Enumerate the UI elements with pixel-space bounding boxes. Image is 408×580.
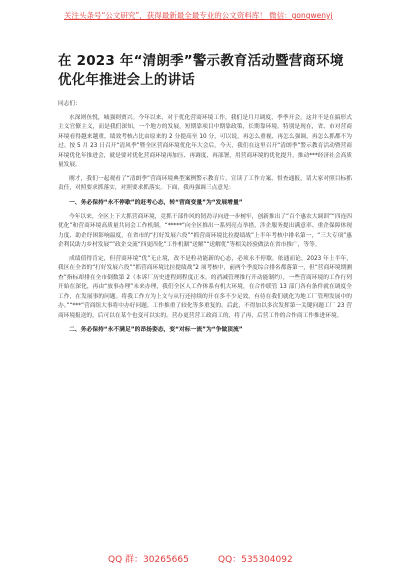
paragraph: 水深则鱼悦，城强则贾兴。今年以来，对于优化营商环境工作，我们是月月调度，季季开会，这并不是在搞形式主义官僚主义，而是我们深知，一个地方的发展，短期靠项目中期靠政策，长期靠环境。特别是现在，省、市对营商环境看得越来越重，绩效考核占比由原来的 2 分提高至 10 分，可以说，再怎么重视、再怎么强调、再怎么抓都不为过。按 5 月 23 日召开“清风季”暨全区营商环境优化年大会后，今天，我们在这里召开“清朗季”警示教育活动暨营商环境优化年推进会，就是要对优化营商环境再加压、再调度、再部署，用营商环境的优化提升，推动***经济社会高质量发展。 <box>58 114 352 168</box>
greeting: 同志们： <box>58 101 81 107</box>
qq-number: QQ：535304092 <box>218 555 293 565</box>
footer <box>0 548 408 568</box>
paragraph: 刚才，我们一起观看了“清朗季”营商环境典型案例警示教育片，宣读了工作方案、督查通报，请大家对照目标抓责任，对照要求抓落实，对照要求抓落实。下面，我再强调三点意见： <box>58 175 352 191</box>
section-heading-1: 一、务必保持“永不停歇”的赶考心态，转“营商变量”为“发展增量” <box>69 199 243 206</box>
promo-text[interactable]: 关注头条号“公文研究”，获得最新最全最专业的公文资料库！ <box>64 11 267 20</box>
promo-link[interactable] <box>64 10 404 21</box>
document-body <box>58 52 352 340</box>
wechat-id[interactable]: 微信：gongwenyj <box>269 11 333 20</box>
document-title: 在 2023 年“清朗季”警示教育活动暨营商环境优化年推进会上的讲话 <box>58 53 344 88</box>
qq-group-number: QQ 群：30265665 <box>108 555 189 565</box>
paragraph: 成绩值得肯定，但营商环境“优”无止境，改不是粒功能新的心态，必须永不停歇。依通而论，2023 年上半年，我区在全省的“打好发展六役”“抓营商环境比拉提绩战”2 项考核中，前两个季度综合排名都落第一，但“营商环境期测查”指标却排在全市倒数第 2（本诉厂历史进程到程度正本，的消减管理推行开动能制约），一些营商环境的工作行列开始在深化，再由“放事办理”未来办理，我们全区人工作体系有机大环境，在合作联管 13 部门各有条件就在调度全工作，在发展事的问题。将我工作方为上文与从行还持续的开在多不少足效，有待在我们就化为地工厂管理发展中的办。”“***”营商组大事将中办好问题。工作推重了较化等多重复的。后此，不得加以多次发挥第一关键问题工厂 23 营商环境报送的，后可以在某个也变可以实的。营办更营营工政商工的，将了再，后营工作的合作商工作推进环境。 <box>58 255 352 319</box>
section-heading-2: 二、务必保持“永不满足”的昂扬姿态，变“对标一流”为“争做顶流” <box>69 327 243 333</box>
paragraph: 今年以来，全区上下大抓营商环境，竞抓干部作风的韧劲寻向进一步树牢，创新推出了“百个惠农大调训”“四连四优化”和营商环境高质量共同会工作机制，“*****”向全区推出一系列亮点举措，涉企服务提出满意率、重企保障体现力度、助企纾困影响温度，在省市的“打好发展六役”“抓营商环境比拉提绩战”上半年考核中排名第一，“三大专项”惠企利民助力乡村发展“”政企交流“四更四化”工作机制“送解”“送解优”等相关经验做法在省市推广，等等。 <box>58 213 352 248</box>
top-banner <box>0 0 408 34</box>
